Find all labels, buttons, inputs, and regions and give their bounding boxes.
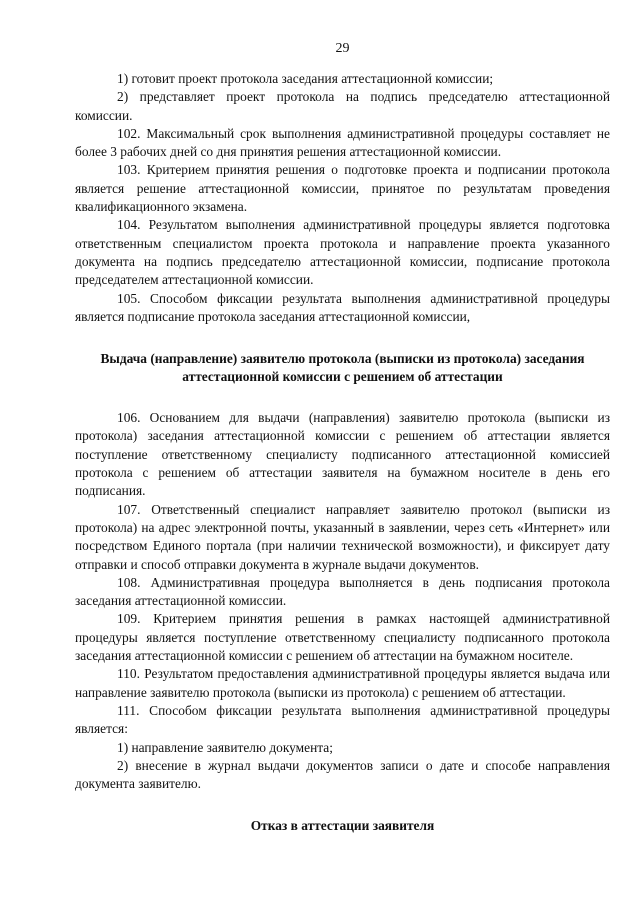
paragraph-a-2: 2) представляет проект протокола на подпись председателю аттестационной комиссии. — [75, 89, 610, 123]
paragraph-109: 109. Критерием принятия решения в рамках настоящей административной процедуры является поступление ответственному специалисту подписанного протокола заседания аттестационной комиссии с решением об аттестации на бумажном носителе. — [75, 611, 610, 664]
paragraph-108: 108. Административная процедура выполняется в день подписания протокола заседания аттестационной комиссии. — [75, 574, 610, 609]
paragraph-105: 105. Способом фиксации результата выполнения административной процедуры является подписание протокола заседания аттестационной комиссии, — [75, 290, 610, 324]
section-a — [75, 70, 610, 326]
section-heading-issue-protocol: Выдача (направление) заявителю протокола (выписки из протокола) заседания аттестационной комиссии с решением об аттестации — [100, 351, 585, 385]
section-b — [75, 409, 610, 793]
paragraph-106: 106. Основанием для выдачи (направления) заявителю протокола (выписки из протокола) заседания аттестационной комиссии с решением об аттестации является поступление ответственному специалисту подписанного аттестационной комиссией протокола с решением об аттестации заявителя на бумажном носителе в день его подписания. — [75, 410, 610, 499]
paragraph-111: 111. Способом фиксации результата выполнения административной процедуры является: — [75, 702, 610, 737]
paragraph-104: 104. Результатом выполнения административной процедуры является подготовка ответственным специалистом проекта протокола и направление проекта указанного документа на подпись председателю аттестационной комиссии, подписание протокола председателем аттестационной комиссии. — [75, 217, 610, 288]
paragraph-110: 110. Результатом предоставления административной процедуры является выдача или направление заявителю протокола (выписки из протокола) с решением об аттестации. — [75, 666, 610, 700]
paragraph-102: 102. Максимальный срок выполнения административной процедуры составляет не более 3 рабочих дней со дня принятия решения аттестационной комиссии. — [75, 125, 610, 160]
section-heading-refusal: Отказ в аттестации заявителя — [250, 818, 435, 834]
paragraph-111-item-2: 2) внесение в журнал выдачи документов записи о дате и способе направления документа заявителю. — [75, 757, 610, 792]
paragraph-111-item-1: 1) направление заявителю документа; — [117, 739, 333, 755]
paragraph-103: 103. Критерием принятия решения о подготовке проекта и подписании протокола является решение аттестационной комиссии, принятое по результатам проведения квалификационного экзамена. — [75, 162, 610, 215]
paragraph-a-1: 1) готовит проект протокола заседания аттестационной комиссии; — [117, 71, 494, 86]
page-number: 29 — [335, 41, 350, 56]
paragraph-107: 107. Ответственный специалист направляет заявителю протокол (выписки из протокола) на адрес электронной почты, указанный в заявлении, через сеть «Интернет» или посредством Единого портала (при наличии технической возможности), и фиксирует дату отправки и способ отправки документа в журнале выдачи документов. — [75, 501, 610, 572]
